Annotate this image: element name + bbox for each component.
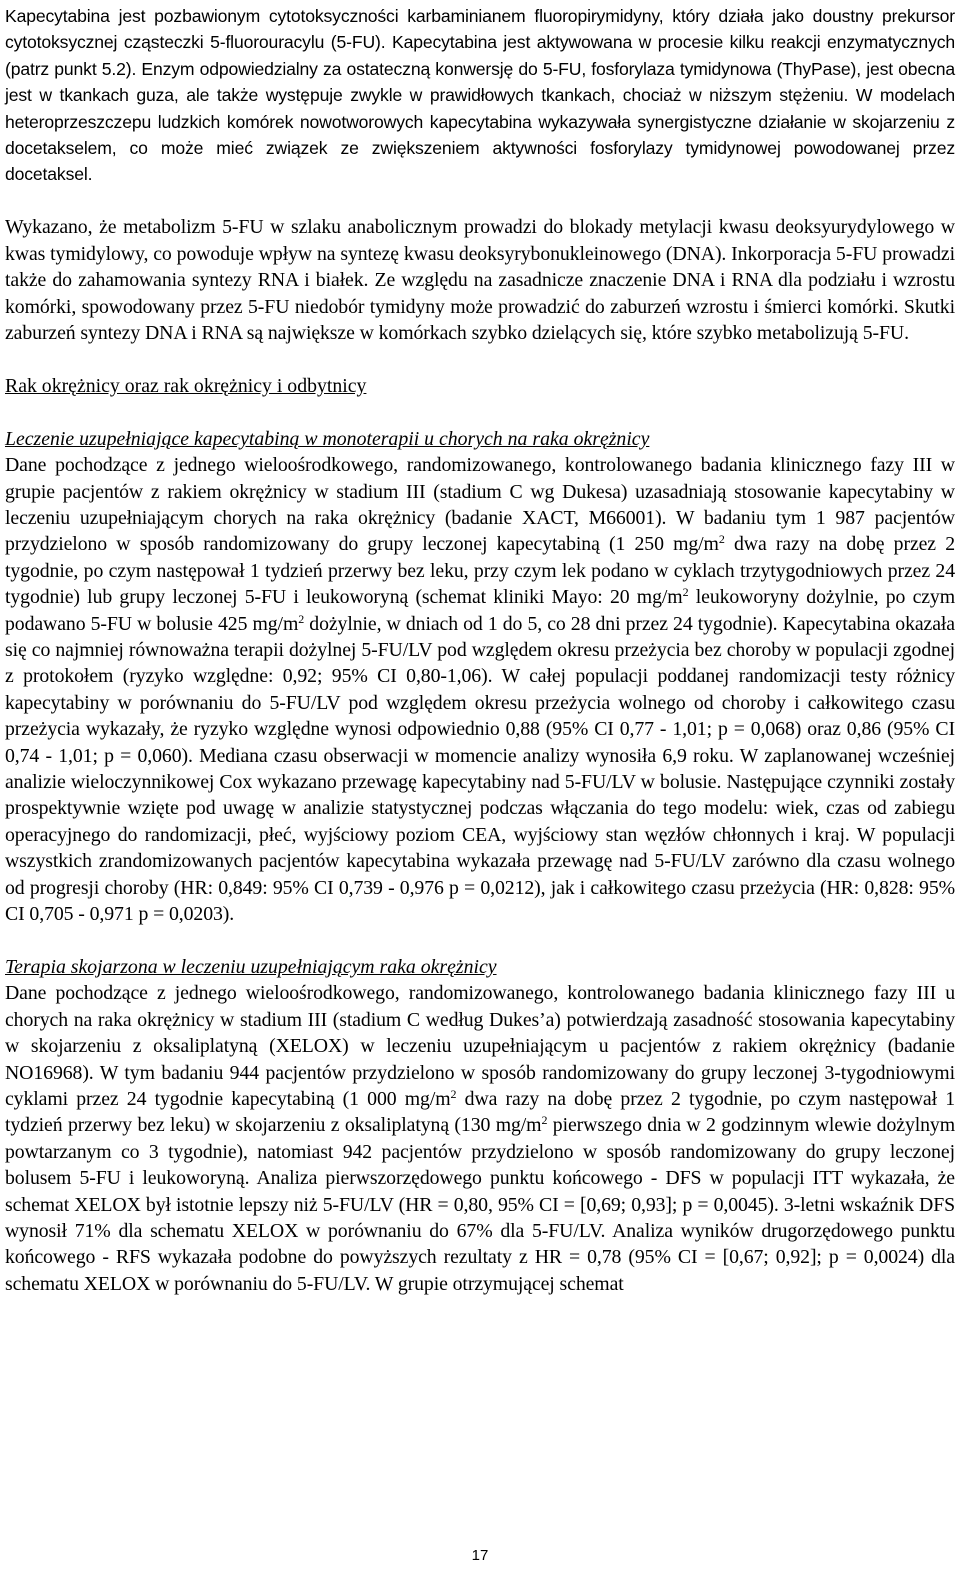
monotherapy-text-2: dwa razy na dobę przez 2 tygodnie, po czym następował 1 tydzień przerwy bez leku, przy czym lek podano w cyklach trzytygodniowych przez 24 tygodnie) lub grupy leczonej 5-FU i leukoworyną (schemat kliniki Mayo: 20 mg/m xyxy=(5,533,956,609)
monotherapy-text-4: dożylnie, w dniach od 1 do 5, co 28 dni przez 24 tygodnie). Kapecytabina okazała się co najmniej równoważna terapii dożylnej 5-FU/LV pod względem okresu przeżycia bez choroby w populacji zgodnej z protokołem (ryzyko względne: 0,92; 95% CI 0,80-1,06). W całej populacji poddanej randomizacji testy różnicy kapecytabiny w porównaniu do 5-FU/LV pod względem okresu przeżycia wolnego od choroby i całkowitego czasu przeżycia wykazały, że ryzyko względne wynosi odpowiednio 0,88 (95% CI 0,77 - 1,01; p = 0,068) oraz 0,86 (95% CI 0,74 - 1,01; p = 0,060). Mediana czasu obserwacji w momencie analizy wynosiła 6,9 roku. W zaplanowanej wcześniej analizie wieloczynnikowej Cox wykazano przewagę kapecytabiny nad 5-FU/LV w bolusie. Następujące czynniki zostały prospektywnie wzięte pod uwagę w analizie statystycznej podczas włączania do tego modelu: wiek, czas od zabiegu operacyjnego do randomizacji, płeć, wyjściowy poziom CEA, wyjściowy stan węzłów chłonnych i kraj. W populacji wszystkich zrandomizowanych pacjentów kapecytabina wykazała przewagę nad 5-FU/LV zarówno dla czasu wolnego od progresji choroby (HR: 0,849: 95% CI 0,739 - 0,976 p = 0,0212), jak i całkowitego czasu przeżycia (HR: 0,828: 95% CI 0,705 - 0,971 p = 0,0203). xyxy=(5,612,955,926)
combination-text-2: dwa razy na dobę przez 2 tygodnie, po czym następował 1 tydzień przerwy bez leku) w skojarzeniu z oksaliplatyną (130 mg/m xyxy=(5,1088,955,1137)
superscript-2: 2 xyxy=(541,1113,548,1128)
superscript-2: 2 xyxy=(718,532,725,547)
superscript-2: 2 xyxy=(450,1087,457,1102)
monotherapy-text-3: leukoworyny dożylnie, po czym podawano 5-FU w bolusie 425 mg/m xyxy=(5,586,956,635)
paragraph-mechanism: Kapecytabina jest pozbawionym cytotoksyczności karbaminianem fluoropirymidyny, który działa jako doustny prekursor cytotoksycznej cząsteczki 5-fluorouracylu (5-FU). Kapecytabina jest aktywowana w procesie kilku reakcji enzymatycznych (patrz punkt 5.2). Enzym odpowiedzialny za ostateczną konwersję do 5-FU, fosforylaza tymidynowa (ThyPase), jest obecna jest w tkankach guza, ale także występuje zwykle w prawidłowych tkankach, chociaż w niższym stężeniu. W modelach heteroprzeszczepu ludzkich komórek nowotworowych kapecytabina wykazywała synergistyczne działanie w skojarzeniu z docetakselem, co może mieć związek ze zwiększeniem aktywności fosforylazy tymidynowej powodowanej przez docetaksel. xyxy=(5,6,955,185)
document-page xyxy=(5,3,955,1324)
paragraph-monotherapy xyxy=(5,452,955,927)
subsection-heading-combination: Terapia skojarzona w leczeniu uzupełniającym raka okrężnicy xyxy=(5,956,497,978)
monotherapy-text-1: Dane pochodzące z jednego wieloośrodkowego, randomizowanego, kontrolowanego badania klinicznego fazy III w grupie pacjentów z rakiem okrężnicy w stadium III (stadium C wg Dukesa) uzasadniają stosowanie kapecytabiny w leczeniu uzupełniającym chorych na raka okrężnicy (badanie XACT, M66001). W badaniu tym 1 987 pacjentów przydzielono w sposób randomizowany do grupy leczonej kapecytabiną (1 250 mg/m xyxy=(5,454,955,556)
paragraph-metabolism: Wykazano, że metabolizm 5-FU w szlaku anabolicznym prowadzi do blokady metylacji kwasu deoksyurydylowego w kwas tymidylowy, co powoduje wpływ na syntezę kwasu deoksyrybonukleinowego (DNA). Inkorporacja 5-FU prowadzi także do zahamowania syntezy RNA i białek. Ze względu na zasadnicze znaczenie DNA i RNA dla podziału i wzrostu komórki, spowodowany przez 5-FU niedobór tymidyny może prowadzić do zaburzeń wzrostu i śmierci komórki. Skutki zaburzeń syntezy DNA i RNA są największe w komórkach szybko dzielących się, które szybko metabolizują 5-FU. xyxy=(5,216,955,344)
subsection-heading-monotherapy: Leczenie uzupełniające kapecytabiną w monoterapii u chorych na raka okrężnicy xyxy=(5,427,650,450)
combination-text-3: pierwszego dnia w 2 godzinnym wlewie dożylnym powtarzanym co 3 tygodnie), natomiast 942 pacjentów przydzielono w sposób randomizowany do grupy leczonej bolusem 5-FU i leukoworyną. Analiza pierwszorzędowego punktu końcowego - DFS w populacji ITT wykazała, że schemat XELOX był istotnie lepszy niż 5-FU/LV (HR = 0,80, 95% CI = [0,69; 0,93]; p = 0,0045). 3-letni wskaźnik DFS wynosił 71% dla schematu XELOX w porównaniu do 67% dla 5-FU/LV. Analiza wyników drugorzędowego punktu końcowego - RFS wykazała podobne do powyższych rezultaty z HR = 0,78 (95% CI = [0,67; 0,92]; p = 0,0024) dla schematu XELOX w porównaniu do 5-FU/LV. W grupie otrzymującej schemat xyxy=(5,1114,955,1295)
paragraph-combination xyxy=(5,980,955,1297)
page-number: 17 xyxy=(471,1547,489,1564)
section-heading: Rak okrężnicy oraz rak okrężnicy i odbytnicy xyxy=(5,374,367,397)
superscript-2: 2 xyxy=(682,585,689,600)
superscript-2: 2 xyxy=(298,611,305,626)
combination-text-1: Dane pochodzące z jednego wieloośrodkowego, randomizowanego, kontrolowanego badania klinicznego fazy III u chorych na raka okrężnicy w stadium III (stadium C według Dukes’a) potwierdzają zasadność stosowania kapecytabiny w skojarzeniu z oksaliplatyną (XELOX) w leczeniu uzupełniającym u pacjentów z rakiem okrężnicy (badanie NO16968). W tym badaniu 944 pacjentów przydzielono w sposób randomizowany do grupy leczonej 3-tygodniowymi cyklami przez 24 tygodnie kapecytabiną (1 000 mg/m xyxy=(5,982,955,1111)
